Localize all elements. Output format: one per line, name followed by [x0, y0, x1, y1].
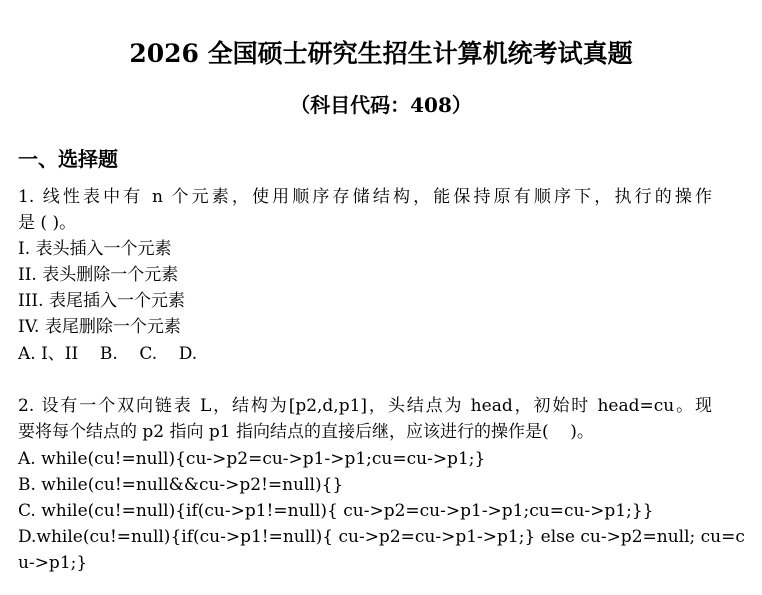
question-2-stem-line-2: 要将每个结点的 p2 指向 p1 指向结点的直接后继，应该进行的操作是( )。: [18, 422, 594, 442]
question-1-item-1: I. 表头插入一个元素: [18, 239, 172, 259]
exam-title: 2026 全国硕士研究生招生计算机统考试真题: [129, 39, 633, 68]
question-1-stem-line-1: 1. 线性表中有 n 个元素，使用顺序存储结构，能保持原有顺序下，执行的操作: [18, 187, 712, 207]
question-2-option-d-line-2: u->p1;}: [18, 553, 88, 573]
question-1-options: A. I、II B. C. D.: [18, 344, 198, 364]
question-1-item-2: II. 表头删除一个元素: [18, 265, 179, 285]
question-1-stem-line-2: 是 ( )。: [18, 213, 77, 233]
question-1-item-4: IV. 表尾删除一个元素: [18, 317, 181, 337]
question-2-option-a: A. while(cu!=null){cu->p2=cu->p1->p1;cu=cu->p1;}: [18, 449, 486, 469]
section-heading: 一、选择题: [18, 147, 118, 171]
question-2-option-c: C. while(cu!=null){if(cu->p1!=null){ cu->p2=cu->p1->p1;cu=cu->p1;}}: [18, 501, 654, 521]
subject-code: （科目代码：408）: [290, 93, 472, 117]
question-1-item-3: III. 表尾插入一个元素: [18, 291, 185, 311]
question-2-option-d-line-1: D.while(cu!=null){if(cu->p1!=null){ cu->p2=cu->p1->p1;} else cu->p2=null; cu=c: [18, 527, 745, 547]
question-2-stem-line-1: 2. 设有一个双向链表 L，结构为[p2,d,p1]，头结点为 head，初始时 head=cu。现: [18, 396, 712, 416]
question-2-option-b: B. while(cu!=null&&cu->p2!=null){}: [18, 475, 344, 495]
